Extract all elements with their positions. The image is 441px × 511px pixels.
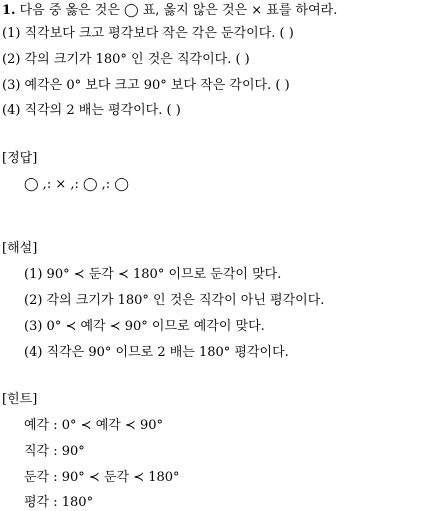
question-item-2: (2) 각의 크기가 180° 인 것은 직각이다. ( ) xyxy=(2,52,250,67)
answer-heading: [정답] xyxy=(2,151,38,166)
explanation-line-4: (4) 직각은 90° 이므로 2 배는 180° 평각이다. xyxy=(24,345,289,360)
hint-line-4: 평각 : 180° xyxy=(24,495,94,510)
hint-heading: [힌트] xyxy=(2,392,38,407)
question-item-4: (4) 직각의 2 배는 평각이다. ( ) xyxy=(2,103,181,118)
explanation-line-3: (3) 0° ≺ 예각 ≺ 90° 이므로 예각이 맞다. xyxy=(24,319,265,334)
explanation-heading: [해설] xyxy=(2,241,38,256)
hint-line-2: 직각 : 90° xyxy=(24,444,85,459)
explanation-line-1: (1) 90° ≺ 둔각 ≺ 180° 이므로 둔각이 맞다. xyxy=(24,267,282,282)
explanation-line-2: (2) 각의 크기가 180° 인 것은 직각이 아닌 평각이다. xyxy=(24,293,325,308)
answer-text: ◯ ,: × ,: ◯ ,: ◯ xyxy=(24,177,129,192)
hint-line-1: 예각 : 0° ≺ 예각 ≺ 90° xyxy=(24,418,164,433)
hint-line-3: 둔각 : 90° ≺ 둔각 ≺ 180° xyxy=(24,470,180,485)
question-title xyxy=(2,2,337,19)
question-number: 1. xyxy=(2,3,16,18)
question-item-3: (3) 예각은 0° 보다 크고 90° 보다 작은 각이다. ( ) xyxy=(2,78,290,93)
question-item-1: (1) 직각보다 크고 평각보다 작은 각은 둔각이다. ( ) xyxy=(2,26,294,41)
question-prompt: 다음 중 옳은 것은 ◯ 표, 옳지 않은 것은 × 표를 하여라. xyxy=(19,3,338,18)
